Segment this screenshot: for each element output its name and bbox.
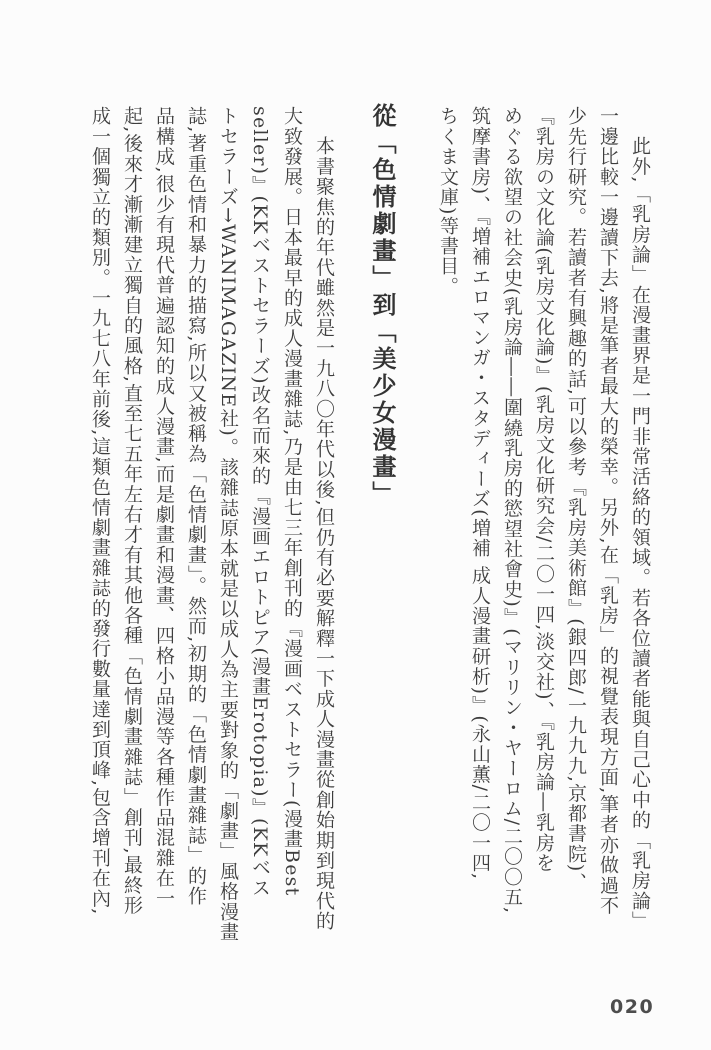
paragraph-references xyxy=(432,106,656,964)
text-column: ちくま文庫)等書目。 xyxy=(437,106,459,297)
text-column: 本書聚焦的年代雖然是一九八〇年代以後,但仍有必要解釋一下成人漫畫從創始期到現代的 xyxy=(313,136,335,932)
text-column: 誌,著重色情和暴力的描寫,所以又被稱為「色情劇畫」。然而,初期的「色情劇畫雜誌」的作 xyxy=(185,106,207,907)
page-number: 020 xyxy=(610,996,655,1018)
paragraph-history xyxy=(84,106,340,964)
text-column: 少先行研究。若讀者有興趣的話,可以參考『乳房美術館』(銀四郎/一九九九,京都書院)、 xyxy=(565,106,587,893)
text-column: めぐる欲望の社会史(乳房論――圍繞乳房的慾望社會史)』(マリリン・ヤーロム/二〇〇五, xyxy=(501,106,523,915)
text-column: 品構成,很少有現代普遍認知的成人漫畫,而是劇畫和漫畫、四格小品漫等各種作品混雜在一 xyxy=(153,106,175,909)
text-column: 筑摩書房)、『増補エロマンガ・スタディーズ(増補 成人漫畫研析)』(永山薫/二〇一四, xyxy=(469,106,491,881)
text-column: 此外,「乳房論」在漫畫界是一門非常活絡的領域。若各位讀者能與自己心中的「乳房論」 xyxy=(629,136,651,932)
text-column: seller)』(KKベストセラーズ)改名而來的『漫画エロトピア(漫畫Erotopia)』(KKベス xyxy=(249,106,271,898)
text-column: トセラーズ→WANIMAGAZINE社)。該雜誌原本就是以成人為主要對象的「劇畫」風格漫畫 xyxy=(217,106,239,943)
text-column: 一邊比較一邊讀下去,將是筆者最大的榮幸。另外,在「乳房」的視覺表現方面,筆者亦做過不 xyxy=(597,106,619,916)
text-column: 成一個獨立的類別。一九七八年前後,這類色情劇畫雜誌的發行數量達到頂峰,包含增刊在內, xyxy=(89,106,111,916)
section-title: 從「色情劇畫」到「美少女漫畫」 xyxy=(368,103,397,508)
text-column: 大致發展。日本最早的成人漫畫雜誌,乃是由七三年創刊的『漫画ベストセラー(漫畫Best xyxy=(281,106,303,897)
text-column: 『乳房の文化論(乳房文化論)』(乳房文化研究会/二〇一四,淡交社)、『乳房論―乳房を xyxy=(533,106,555,873)
text-column: 起,後來才漸漸建立獨自的風格,直至七五年左右才有其他各種「色情劇畫雜誌」創刊,最終形 xyxy=(121,106,143,916)
